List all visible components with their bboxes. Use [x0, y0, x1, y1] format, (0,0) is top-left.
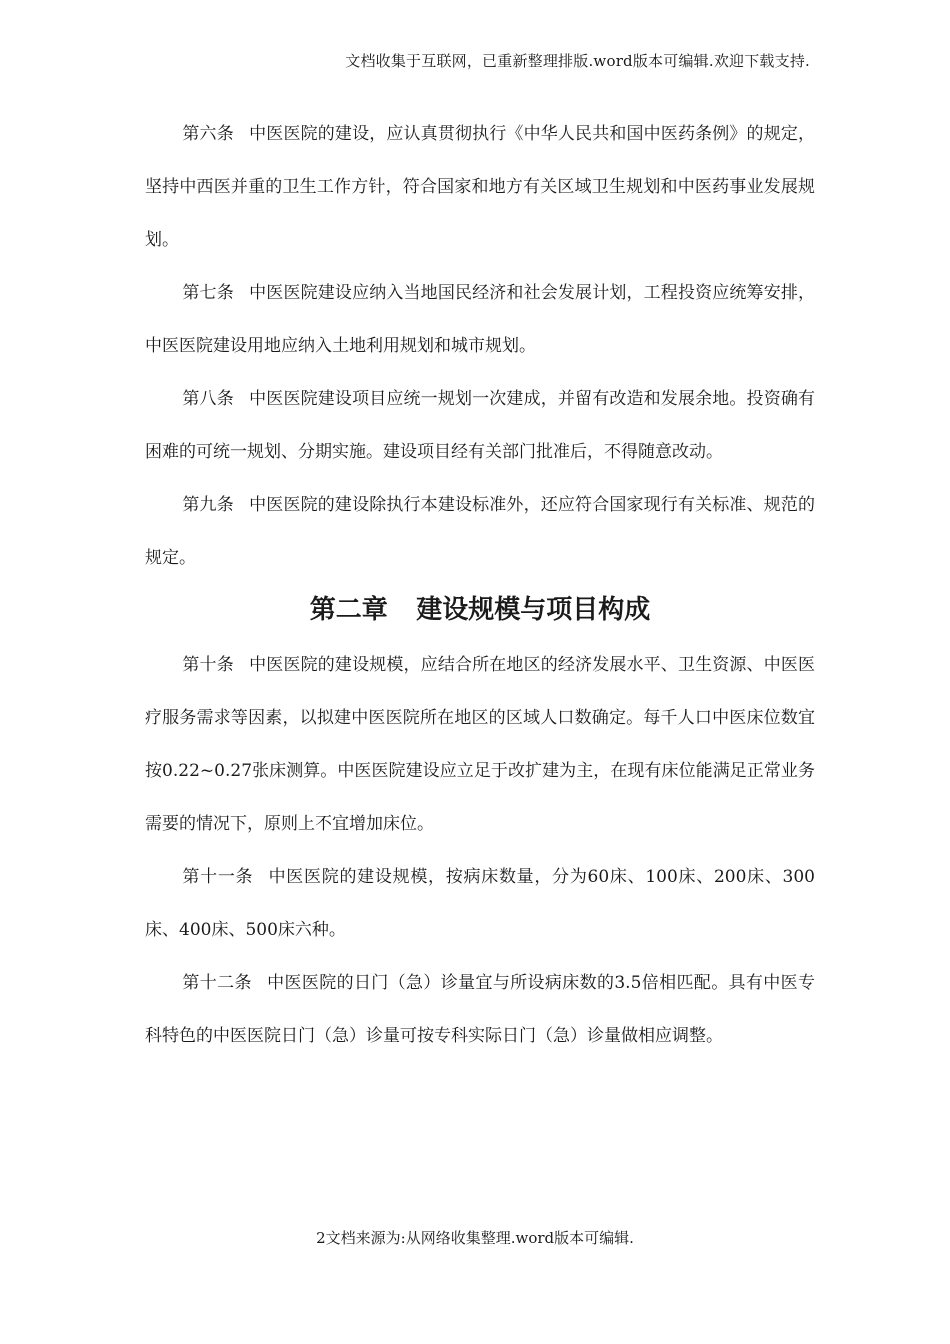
- article-text: 中医医院的建设规模，按病床数量，分为60床、100床、200床、300床、400床、500床六种。: [145, 867, 815, 940]
- article-text: 中医医院的建设规模，应结合所在地区的经济发展水平、卫生资源、中医医疗服务需求等因素，以拟建中医医院所在地区的区域人口数确定。每千人口中医床位数宜按0.22~0.27张床测算。中医医院建设应立足于改扩建为主，在现有床位能满足正常业务需要的情况下，原则上不宜增加床位。: [145, 655, 816, 834]
- page-footer-note: 2文档来源为:从网络收集整理.word版本可编辑.: [316, 1229, 634, 1247]
- article-label: 第十条: [182, 655, 234, 675]
- article-8: [145, 373, 815, 479]
- article-label: 第十一条: [182, 867, 254, 887]
- article-label: 第六条: [182, 124, 234, 144]
- article-label: 第七条: [182, 283, 234, 303]
- article-text: 中医医院的日门（急）诊量宜与所设病床数的3.5倍相匹配。具有中医专科特色的中医医院日门（急）诊量可按专科实际日门（急）诊量做相应调整。: [145, 973, 815, 1046]
- article-label: 第十二条: [182, 973, 252, 993]
- chapter-heading: [145, 587, 815, 633]
- article-text: 中医医院建设项目应统一规划一次建成，并留有改造和发展余地。投资确有困难的可统一规划、分期实施。建设项目经有关部门批准后，不得随意改动。: [145, 389, 816, 462]
- chapter-title: 建设规模与项目构成: [416, 595, 651, 625]
- article-11: [145, 851, 815, 957]
- article-label: 第八条: [182, 389, 234, 409]
- page-header-note: 文档收集于互联网，已重新整理排版.word版本可编辑.欢迎下载支持.: [345, 52, 810, 70]
- article-6: [145, 108, 815, 267]
- article-7: [145, 267, 815, 373]
- article-label: 第九条: [182, 495, 234, 515]
- article-12: [145, 957, 815, 1063]
- article-text: 中医医院的建设，应认真贯彻执行《中华人民共和国中医药条例》的规定，坚持中西医并重的卫生工作方针，符合国家和地方有关区域卫生规划和中医药事业发展规划。: [145, 124, 816, 250]
- document-body: [145, 108, 815, 1063]
- article-9: [145, 479, 815, 585]
- chapter-number: 第二章: [309, 595, 388, 625]
- article-text: 中医医院建设应纳入当地国民经济和社会发展计划，工程投资应统筹安排，中医医院建设用地应纳入土地利用规划和城市规划。: [145, 283, 816, 356]
- article-text: 中医医院的建设除执行本建设标准外，还应符合国家现行有关标准、规范的规定。: [145, 495, 816, 568]
- article-10: [145, 639, 815, 851]
